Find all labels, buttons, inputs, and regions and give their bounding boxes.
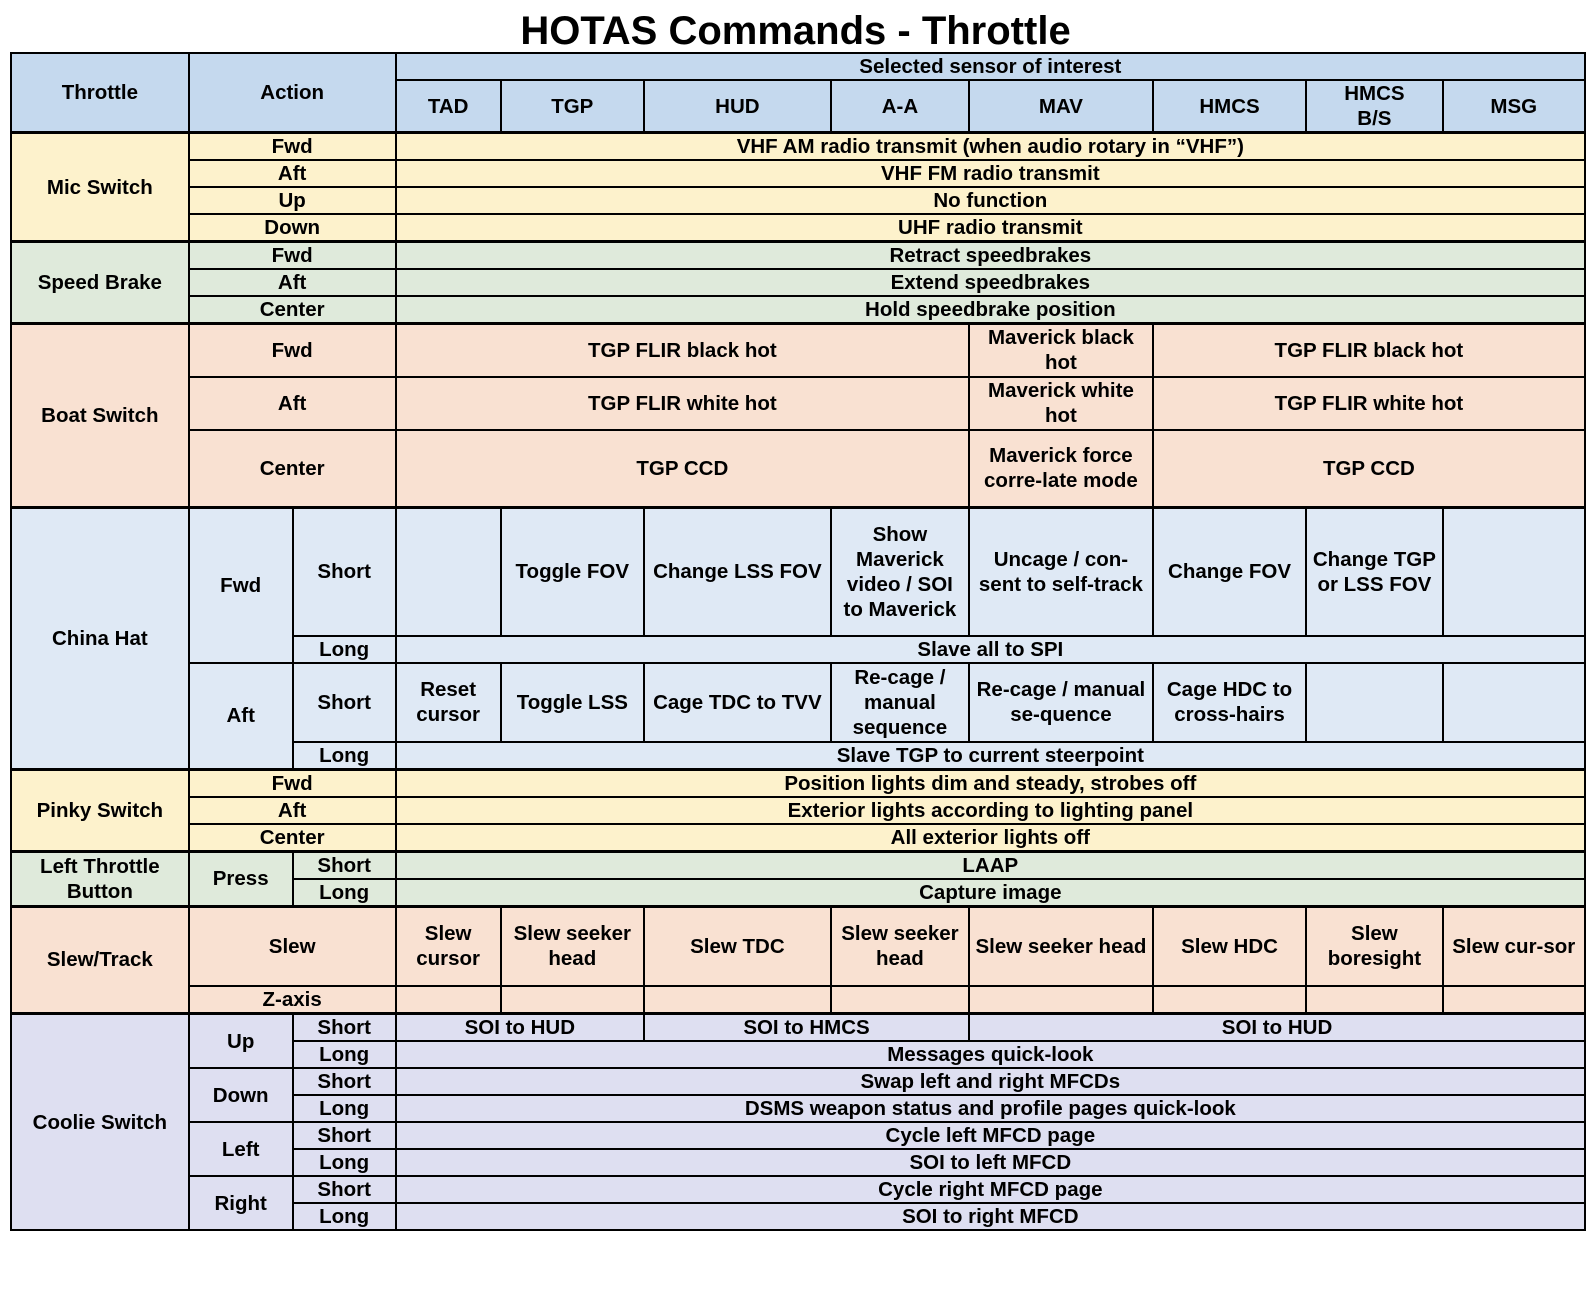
boat-aft-action: Aft (189, 377, 396, 430)
mic-aft-function: VHF FM radio transmit (396, 160, 1585, 187)
china-aft-long-function: Slave TGP to current steerpoint (396, 742, 1585, 770)
header-sensor-a-a: A-A (831, 80, 969, 133)
boat-fwd-function-right: TGP FLIR black hot (1153, 324, 1585, 377)
coolie-down-short-label: Short (293, 1068, 396, 1095)
z-axis-action: Z-axis (189, 986, 396, 1014)
slew-track-label: Slew/Track (11, 906, 189, 1014)
china-fwd-short-hmcs: Change FOV (1153, 508, 1306, 636)
ltb-long-function: Capture image (396, 879, 1585, 907)
pinky-center-function: All exterior lights off (396, 824, 1585, 852)
china-fwd-long-function: Slave all to SPI (396, 636, 1585, 663)
ltb-long-label: Long (293, 879, 396, 907)
mic-down-action: Down (189, 214, 396, 242)
china-fwd-short-mav: Uncage / con-sent to self-track (969, 508, 1153, 636)
china-fwd-short-hud: Change LSS FOV (644, 508, 831, 636)
z-axis-msg (1443, 986, 1585, 1014)
coolie-right-long-label: Long (293, 1203, 396, 1230)
header-sensor-hud: HUD (644, 80, 831, 133)
boat-aft-function-left: TGP FLIR white hot (396, 377, 969, 430)
slew-hmcs-bs: Slew boresight (1306, 906, 1442, 986)
china-aft-short-mav: Re-cage / manual se-quence (969, 663, 1153, 742)
coolie-right-short-function: Cycle right MFCD page (396, 1176, 1585, 1203)
pinky-fwd-function: Position lights dim and steady, strobes off (396, 769, 1585, 797)
slew-action: Slew (189, 906, 396, 986)
coolie-up-long-function: Messages quick-look (396, 1041, 1585, 1068)
boat-center-function-left: TGP CCD (396, 430, 969, 508)
coolie-up-short-hud-aa: SOI to HMCS (644, 1014, 969, 1042)
boat-center-function-mav: Maverick force corre-late mode (969, 430, 1153, 508)
coolie-up-short-tad-tgp: SOI to HUD (396, 1014, 644, 1042)
header-sensor-mav: MAV (969, 80, 1153, 133)
slew-msg: Slew cur-sor (1443, 906, 1585, 986)
china-aft-short-hud: Cage TDC to TVV (644, 663, 831, 742)
z-axis-tad (396, 986, 501, 1014)
speedbrake-center-function: Hold speedbrake position (396, 296, 1585, 324)
header-action: Action (189, 53, 396, 133)
coolie-up-long-label: Long (293, 1041, 396, 1068)
z-axis-hud (644, 986, 831, 1014)
boat-center-action: Center (189, 430, 396, 508)
pinky-fwd-action: Fwd (189, 769, 396, 797)
z-axis-a-a (831, 986, 969, 1014)
mic-fwd-action: Fwd (189, 133, 396, 161)
slew-hud: Slew TDC (644, 906, 831, 986)
china-fwd-short-tad (396, 508, 501, 636)
slew-a-a: Slew seeker head (831, 906, 969, 986)
coolie-up-label: Up (189, 1014, 293, 1069)
z-axis-mav (969, 986, 1153, 1014)
mic-fwd-function: VHF AM radio transmit (when audio rotary in “VHF”) (396, 133, 1585, 161)
speedbrake-aft-action: Aft (189, 269, 396, 296)
coolie-left-short-label: Short (293, 1122, 396, 1149)
header-sensor-hmcs-bs: HMCS B/S (1306, 80, 1442, 133)
slew-hmcs: Slew HDC (1153, 906, 1306, 986)
coolie-switch-label: Coolie Switch (11, 1014, 189, 1231)
boat-fwd-function-left: TGP FLIR black hot (396, 324, 969, 377)
pinky-switch-label: Pinky Switch (11, 769, 189, 851)
china-fwd-label: Fwd (189, 508, 293, 663)
pinky-aft-action: Aft (189, 797, 396, 824)
china-fwd-short-tgp: Toggle FOV (501, 508, 644, 636)
coolie-left-label: Left (189, 1122, 293, 1176)
coolie-down-long-function: DSMS weapon status and profile pages quick-look (396, 1095, 1585, 1122)
china-fwd-short-label: Short (293, 508, 396, 636)
china-aft-long-label: Long (293, 742, 396, 770)
left-throttle-button-label: Left Throttle Button (11, 851, 189, 906)
coolie-left-long-function: SOI to left MFCD (396, 1149, 1585, 1176)
boat-aft-function-mav: Maverick white hot (969, 377, 1153, 430)
ltb-short-function: LAAP (396, 851, 1585, 879)
z-axis-hmcs (1153, 986, 1306, 1014)
china-fwd-short-a-a: Show Maverick video / SOI to Maverick (831, 508, 969, 636)
z-axis-hmcs-bs (1306, 986, 1442, 1014)
mic-aft-action: Aft (189, 160, 396, 187)
mic-up-action: Up (189, 187, 396, 214)
pinky-center-action: Center (189, 824, 396, 852)
coolie-right-label: Right (189, 1176, 293, 1230)
boat-center-function-right: TGP CCD (1153, 430, 1585, 508)
boat-fwd-function-mav: Maverick black hot (969, 324, 1153, 377)
mic-down-function: UHF radio transmit (396, 214, 1585, 242)
coolie-down-label: Down (189, 1068, 293, 1122)
speedbrake-fwd-function: Retract speedbrakes (396, 242, 1585, 270)
china-aft-short-label: Short (293, 663, 396, 742)
boat-fwd-action: Fwd (189, 324, 396, 377)
boat-switch-label: Boat Switch (11, 324, 189, 508)
coolie-up-short-mav-msg: SOI to HUD (969, 1014, 1585, 1042)
china-aft-short-hmcs-bs (1306, 663, 1442, 742)
ltb-short-label: Short (293, 851, 396, 879)
china-aft-short-a-a: Re-cage / manual sequence (831, 663, 969, 742)
mic-up-function: No function (396, 187, 1585, 214)
coolie-down-short-function: Swap left and right MFCDs (396, 1068, 1585, 1095)
speedbrake-aft-function: Extend speedbrakes (396, 269, 1585, 296)
coolie-down-long-label: Long (293, 1095, 396, 1122)
speedbrake-fwd-action: Fwd (189, 242, 396, 270)
page-title: HOTAS Commands - Throttle (520, 9, 1071, 53)
header-sensor-tgp: TGP (501, 80, 644, 133)
china-aft-label: Aft (189, 663, 293, 770)
coolie-right-long-function: SOI to right MFCD (396, 1203, 1585, 1230)
header-sensor-msg: MSG (1443, 80, 1585, 133)
ltb-press-label: Press (189, 851, 293, 906)
coolie-left-long-label: Long (293, 1149, 396, 1176)
china-fwd-long-label: Long (293, 636, 396, 663)
china-fwd-short-msg (1443, 508, 1585, 636)
coolie-left-short-function: Cycle left MFCD page (396, 1122, 1585, 1149)
china-aft-short-msg (1443, 663, 1585, 742)
coolie-up-short-label: Short (293, 1014, 396, 1042)
china-aft-short-hmcs: Cage HDC to cross-hairs (1153, 663, 1306, 742)
mic-switch-label: Mic Switch (11, 133, 189, 242)
speed-brake-label: Speed Brake (11, 242, 189, 324)
header-selected-sensor: Selected sensor of interest (396, 53, 1585, 80)
z-axis-tgp (501, 986, 644, 1014)
china-hat-label: China Hat (11, 508, 189, 770)
slew-tgp: Slew seeker head (501, 906, 644, 986)
pinky-aft-function: Exterior lights according to lighting panel (396, 797, 1585, 824)
slew-mav: Slew seeker head (969, 906, 1153, 986)
header-sensor-tad: TAD (396, 80, 501, 133)
china-aft-short-tgp: Toggle LSS (501, 663, 644, 742)
china-fwd-short-hmcs-bs: Change TGP or LSS FOV (1306, 508, 1442, 636)
slew-tad: Slew cursor (396, 906, 501, 986)
hotas-throttle-table (10, 52, 1586, 1231)
boat-aft-function-right: TGP FLIR white hot (1153, 377, 1585, 430)
coolie-right-short-label: Short (293, 1176, 396, 1203)
header-sensor-hmcs: HMCS (1153, 80, 1306, 133)
speedbrake-center-action: Center (189, 296, 396, 324)
header-throttle: Throttle (11, 53, 189, 133)
china-aft-short-tad: Reset cursor (396, 663, 501, 742)
